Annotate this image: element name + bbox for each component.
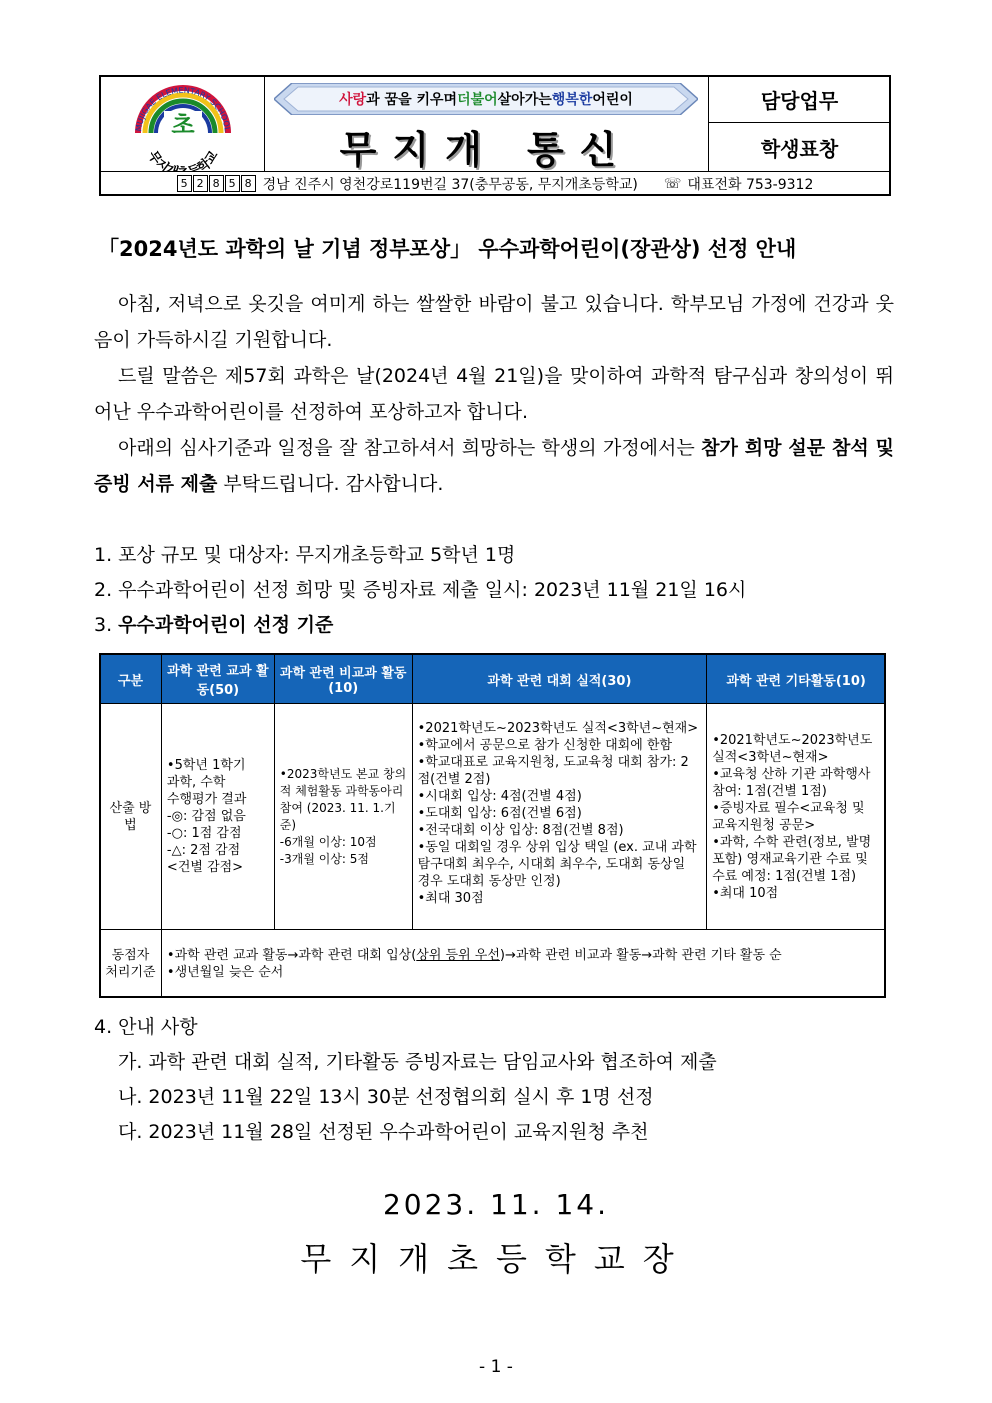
table-row	[100, 704, 886, 930]
cell-line: -◎: 감점 없음	[166, 809, 246, 824]
slogan-part: 살아가는	[497, 92, 552, 108]
cell-line: •2021학년도~2023학년도 실적<3학년~현재>	[417, 721, 699, 736]
newsletter-title: 무지개 통신	[339, 127, 633, 172]
address-bar	[101, 171, 889, 195]
table-cell	[707, 704, 886, 930]
address: 경남 진주시 영천강로119번길 37(충무공동, 무지개초등학교)	[262, 176, 638, 193]
cell-line: •2023학년도 본교 창의적 체험활동 과학동아리 참여 (2023. 11. 1.기준)	[279, 766, 407, 832]
table-header: 과학 관련 대회 실적(30)	[412, 654, 707, 704]
zip-digit: 5	[225, 175, 240, 192]
slogan-part: 더불어	[457, 92, 498, 108]
table-cell	[161, 930, 885, 998]
cell-line: •5학년 1학기	[166, 758, 246, 773]
notes-section	[94, 1010, 717, 1150]
paragraph-2	[94, 358, 894, 430]
document-title: 「2024년도 과학의 날 기념 정부포상」 우수과학어린이(장관상) 선정 안내	[98, 237, 797, 261]
dept-label: 담당업무	[708, 77, 891, 123]
phone-icon: ☏	[663, 175, 682, 192]
paragraph-text: 부탁드립니다. 감사합니다.	[217, 473, 444, 495]
paragraph-3	[94, 430, 894, 502]
zip-digit: 5	[177, 175, 192, 192]
issue-date: 2023. 11. 14.	[382, 1188, 610, 1221]
criteria-table	[99, 653, 886, 998]
svg-text:무지개초등학교: 무지 학교	[144, 148, 222, 171]
note-item: 가. 과학 관련 대회 실적, 기타활동 증빙자료는 담임교사와 협조하여 제출	[118, 1051, 717, 1073]
cell-line: •과학, 수학 관련(정보, 발명 포함) 영재교육기관 수료 및 수료 예정: 1점(건별 1점)	[712, 834, 872, 884]
cell-line: •전국대회 이상 입상: 8점(건별 8점)	[417, 823, 624, 838]
slogan-part: 어린이	[592, 92, 633, 108]
cell-line: 수행평가 결과	[166, 792, 247, 807]
paragraph-1	[94, 286, 894, 358]
note-item: 나. 2023년 11월 22일 13시 30분 선정협의회 실시 후 1명 선정	[118, 1086, 654, 1108]
cell-line: •시대회 입상: 4점(건별 4점)	[417, 789, 582, 804]
header-dept-cell	[708, 77, 891, 171]
list-item	[94, 538, 746, 573]
cell-line: •생년월일 늦은 순서	[166, 964, 284, 980]
svg-text:MUJIGAE ELEMENTARY SCHOOL: MUJIGAE ELEMENTARY SCHOOL	[134, 85, 232, 133]
table-cell	[274, 704, 412, 930]
dept-value: 학생표창	[760, 136, 839, 161]
cell-line: •학교대표로 교육지원청, 도교육청 대회 참가: 2점(건별 2점)	[417, 755, 689, 787]
slogan-text	[274, 83, 698, 115]
school-logo	[101, 77, 264, 171]
cell-line: •증빙자료 필수<교육청 및 교육지원청 공문>	[712, 800, 865, 833]
cell-line: -6개월 이상: 10점	[279, 834, 377, 849]
list-item-label: 2. 우수과학어린이 선정 희망 및 증빙자료 제출 일시:	[94, 579, 534, 601]
list-item	[94, 573, 746, 608]
table-header-row	[100, 654, 886, 704]
notes-heading: 4. 안내 사항	[94, 1016, 198, 1038]
list-item-value: 2023년 11월 21일 16시	[533, 579, 747, 601]
phone-number: 대표전화 753-9312	[687, 176, 814, 193]
table-cell	[161, 704, 274, 930]
table-header: 과학 관련 비교과 활동(10)	[274, 654, 412, 704]
cell-line: •도대회 입상: 6점(건별 6점)	[417, 806, 582, 821]
cell-line: <건별 감점>	[166, 860, 244, 875]
cell-line: -△: 2점 감점	[166, 843, 241, 858]
zip-digit: 8	[209, 175, 224, 192]
row-label: 산출 방법	[100, 704, 162, 930]
svg-text:초: 초	[171, 111, 195, 139]
paragraph-text: 드릴 말씀은 제57회 과학은 날(2024년 4월 21일)을 맞이하여 과학적 탐구심과 창의성이 뛰어난 우수과학어린이를 선정하여 포상하고자 합니다.	[94, 365, 894, 423]
note-item: 다. 2023년 11월 28일 선정된 우수과학어린이 교육지원청 추천	[118, 1121, 649, 1143]
school-logo-cell	[101, 77, 265, 171]
slogan-part: 행복한	[551, 92, 593, 108]
list-item-value: 무지개초등학교 5학년 1명	[295, 544, 516, 566]
paragraph-text: 아래의 심사기준과 일정을 잘 참고하셔서 희망하는 학생의 가정에서는	[118, 437, 702, 459]
cell-line: •최대 10점	[712, 885, 779, 901]
cell-line: -○: 1점 감점	[166, 826, 242, 841]
table-cell	[412, 704, 707, 930]
paragraph-emphasis: 참가 희망 설문 참석 및 증빙 서류 제출	[94, 437, 894, 495]
list-item-label: 1. 포상 규모 및 대상자:	[94, 544, 296, 566]
page-number: - 1 -	[479, 1357, 513, 1377]
list-item	[94, 608, 746, 643]
cell-line: 과학, 수학	[166, 775, 226, 790]
cell-line: •교육청 산하 기관 과학행사 참여: 1점(건별 1점)	[712, 766, 871, 799]
info-list	[94, 538, 746, 643]
cell-line: •동일 대회일 경우 상위 입상 택일 (ex. 교내 과학탐구대회 최우수, 시대회 최우수, 도대회 동상일 경우 도대회 동상만 인정)	[417, 840, 697, 889]
cell-line: •최대 30점	[417, 891, 484, 906]
cell-text: •과학 관련 교과 활동→과학 관련 대회 입상(	[166, 947, 417, 963]
list-item-value: 우수과학어린이 선정 기준	[118, 614, 334, 636]
cell-line: -3개월 이상: 5점	[279, 851, 370, 866]
row-label: 동점자 처리기준	[100, 930, 162, 998]
table-header: 구분	[100, 654, 162, 704]
paragraph-text: 아침, 저녁으로 옷깃을 여미게 하는 쌀쌀한 바람이 불고 있습니다. 학부모님 가정에 건강과 웃음이 가득하시길 기원합니다.	[94, 293, 894, 351]
cell-line: •학교에서 공문으로 참가 신청한 대회에 한함	[417, 738, 672, 753]
newsletter-header	[99, 75, 891, 196]
slogan-part: 사랑	[339, 92, 367, 108]
cell-text-underlined: 상위 등위 우선	[416, 947, 500, 963]
zip-code	[177, 175, 257, 192]
slogan-part: 과 꿈을 키우며	[366, 92, 458, 108]
list-item-label: 3.	[94, 614, 119, 636]
table-header: 과학 관련 교과 활동(50)	[161, 654, 274, 704]
cell-text: )→과학 관련 비교과 활동→과학 관련 기타 활동 순	[499, 947, 782, 963]
table-row	[100, 930, 886, 998]
table-header: 과학 관련 기타활동(10)	[707, 654, 886, 704]
zip-digit: 2	[193, 175, 208, 192]
header-title-cell	[264, 77, 709, 171]
signer: 무지개초등학교장	[300, 1240, 692, 1278]
cell-line: •2021학년도~2023학년도 실적<3학년~현재>	[712, 732, 873, 765]
zip-digit: 8	[241, 175, 256, 192]
cell-line	[167, 947, 880, 964]
